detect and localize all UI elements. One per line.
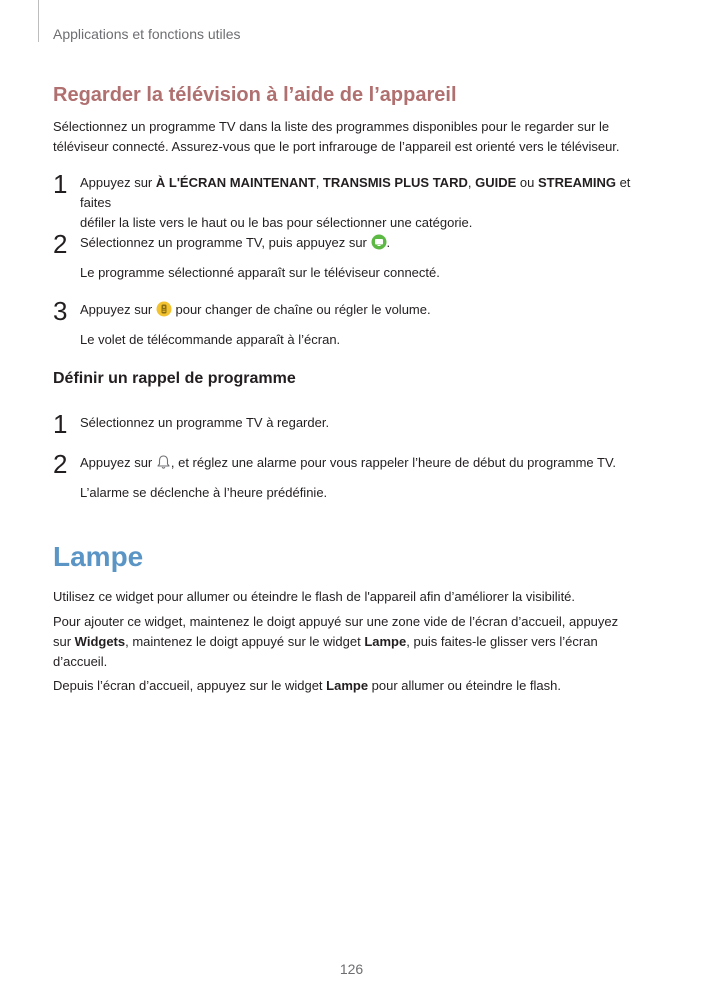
lampe-para-3 (53, 676, 561, 696)
tv-step-2 (80, 233, 660, 283)
widgets-term: Widgets (74, 634, 126, 649)
text: , maintenez le doigt appuyé sur le widget (125, 634, 365, 649)
reminder-step-2 (80, 453, 660, 503)
reminder-section-title: Définir un rappel de programme (53, 370, 296, 387)
text: pour changer de chaîne ou régler le volume. (171, 302, 431, 317)
tv-step-2-note: Le programme sélectionné apparaît sur le téléviseur connecté. (80, 265, 440, 280)
bell-icon (156, 454, 171, 476)
tv-step-3 (80, 300, 660, 350)
step-number: 1 (53, 409, 68, 439)
lampe-term: Lampe (364, 634, 407, 649)
step-number: 2 (53, 449, 68, 479)
reminder-step-2-line1 (80, 453, 660, 476)
step-number: 2 (53, 229, 68, 259)
text: Appuyez sur (80, 302, 156, 317)
green-tv-icon (371, 234, 387, 256)
tv-step-1-line1 (80, 173, 660, 213)
text: , (467, 175, 476, 190)
tv-step-2-line1 (80, 233, 660, 256)
lampe-term: Lampe (326, 678, 369, 693)
step-number: 3 (53, 296, 68, 326)
lampe-para-2 (53, 612, 618, 672)
tv-step-1 (80, 173, 660, 233)
text: et faites (80, 175, 631, 210)
text: Sélectionnez un programme TV, puis appuyez sur (80, 235, 371, 250)
menu-streaming: STREAMING (537, 175, 616, 190)
page-number: 126 (339, 961, 364, 977)
lampe-para-2-line1: Pour ajouter ce widget, maintenez le doigt appuyé sur une zone vide de l’écran d’accueil, appuyez (53, 614, 619, 629)
tv-step-3-note: Le volet de télécommande apparaît à l’écran. (80, 332, 341, 347)
menu-guide: GUIDE (475, 175, 517, 190)
tv-step-1-line2: défiler la liste vers le haut ou le bas pour sélectionner une catégorie. (80, 215, 473, 230)
text: ou (516, 175, 538, 190)
lampe-para-1: Utilisez ce widget pour allumer ou éteindre le flash de l'appareil afin d’améliorer la visibilité. (53, 589, 576, 604)
menu-on-now: À L'ÉCRAN MAINTENANT (155, 175, 316, 190)
tv-intro-line2: téléviseur connecté. Assurez-vous que le port infrarouge de l’appareil est orienté vers le téléviseur. (53, 139, 620, 154)
text: Appuyez sur (80, 455, 156, 470)
tv-step-3-line1 (80, 300, 660, 323)
menu-later: TRANSMIS PLUS TARD (322, 175, 468, 190)
lampe-section-title: Lampe (53, 541, 144, 572)
text: sur (53, 634, 75, 649)
text: pour allumer ou éteindre le flash. (368, 678, 562, 693)
running-header: Applications et fonctions utiles (53, 26, 241, 42)
lampe-para-2-line2 (53, 632, 618, 652)
reminder-step-2-note: L’alarme se déclenche à l’heure prédéfinie. (80, 485, 328, 500)
header-rule (38, 0, 39, 42)
text: , puis faites-le glisser vers l’écran (406, 634, 598, 649)
text: , (315, 175, 323, 190)
tv-intro (53, 117, 620, 157)
text: Depuis l’écran d’accueil, appuyez sur le widget (53, 678, 327, 693)
lampe-para-2-line3: d’accueil. (53, 654, 108, 669)
tv-intro-line1: Sélectionnez un programme TV dans la liste des programmes disponibles pour le regarder sur le (53, 119, 610, 134)
text: Appuyez sur (80, 175, 156, 190)
step-number: 1 (53, 169, 68, 199)
reminder-step-1: Sélectionnez un programme TV à regarder. (80, 415, 330, 430)
text: . (386, 235, 391, 250)
remote-control-icon (156, 301, 172, 323)
text: , et réglez une alarme pour vous rappeler l’heure de début du programme TV. (170, 455, 617, 470)
tv-section-title: Regarder la télévision à l’aide de l’appareil (53, 84, 457, 106)
